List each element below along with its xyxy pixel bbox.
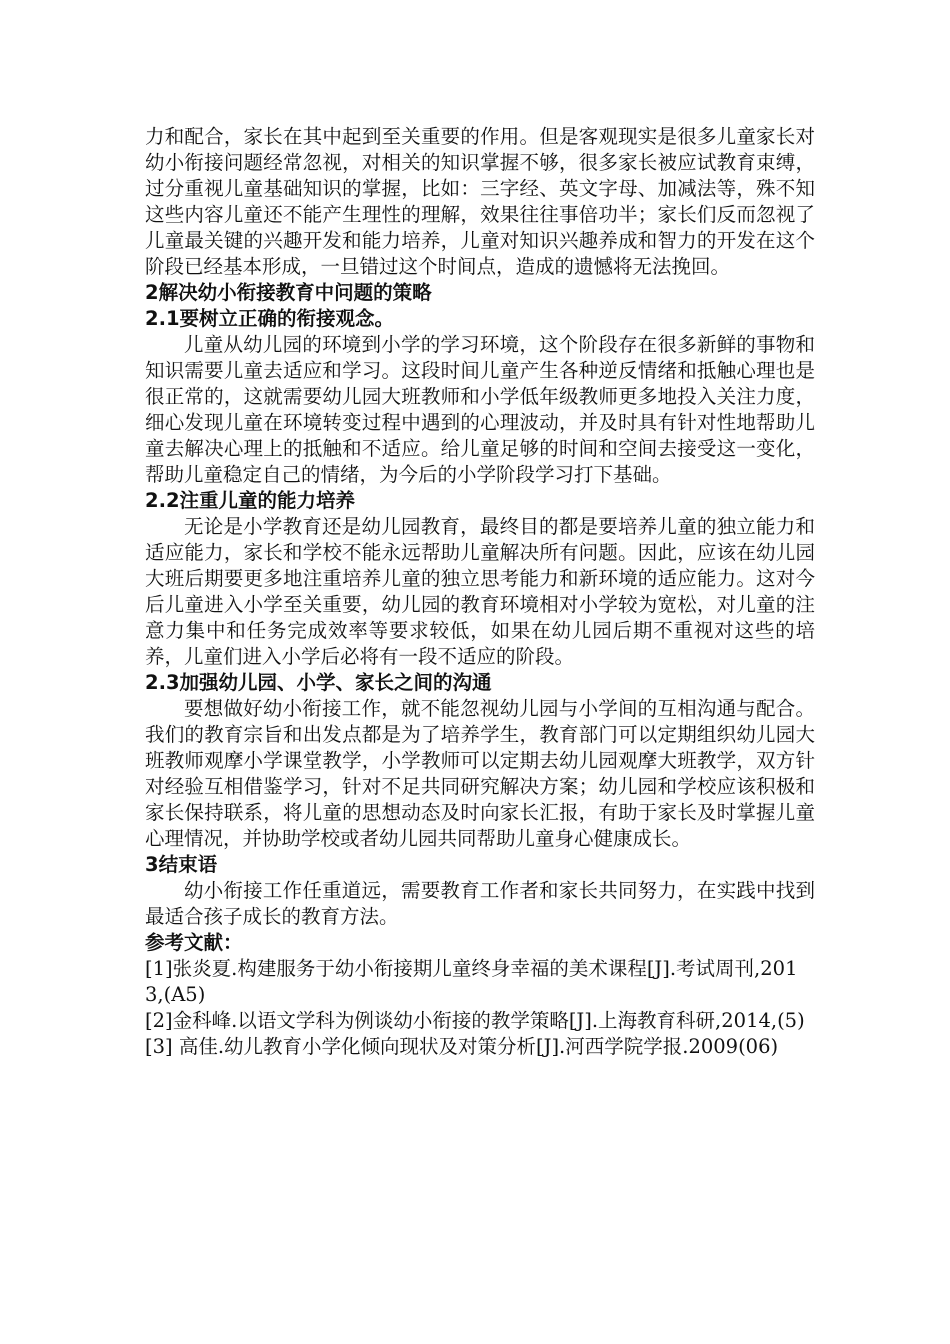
- section-2-1-body: 儿童从幼儿园的环境到小学的学习环境，这个阶段存在很多新鲜的事物和知识需要儿童去适应和学习。这段时间儿童产生各种逆反情绪和抵触心理也是很正常的，这就需要幼儿园大班教师和小学低年级教师更多地投入关注力度，细心发现儿童在环境转变过程中遇到的心理波动，并及时具有针对性地帮助儿童去解决心理上的抵触和不适应。给儿童足够的时间和空间去接受这一变化，帮助儿童稳定自己的情绪，为今后的小学阶段学习打下基础。: [145, 333, 815, 486]
- section-3-body: 幼小衔接工作任重道远，需要教育工作者和家长共同努力，在实践中找到最适合孩子成长的教育方法。: [145, 879, 815, 928]
- section-2-1-heading: 2.1要树立正确的衔接观念。: [145, 307, 395, 330]
- section-2-2-body: 无论是小学教育还是幼儿园教育，最终目的都是要培养儿童的独立能力和适应能力，家长和学校不能永远帮助儿童解决所有问题。因此，应该在幼儿园大班后期要更多地注重培养儿童的独立思考能力和新环境的适应能力。这对今后儿童进入小学至关重要，幼儿园的教育环境相对小学较为宽松，对儿童的注意力集中和任务完成效率等要求较低，如果在幼儿园后期不重视对这些的培养，儿童们进入小学后必将有一段不适应的阶段。: [145, 515, 815, 668]
- section-2-2-heading: 2.2注重儿童的能力培养: [145, 489, 356, 512]
- reference-item-3: [3] 高佳.幼儿教育小学化倾向现状及对策分析[J].河西学院学报.2009(06): [145, 1035, 779, 1058]
- document-page: [145, 124, 815, 1060]
- reference-item-2: [2]金科峰.以语文学科为例谈幼小衔接的教学策略[J].上海教育科研,2014,(5): [145, 1009, 805, 1032]
- section-2-3-body: 要想做好幼小衔接工作，就不能忽视幼儿园与小学间的互相沟通与配合。我们的教育宗旨和出发点都是为了培养学生，教育部门可以定期组织幼儿园大班教师观摩小学课堂教学，小学教师可以定期去幼儿园观摩大班教学，双方针对经验互相借鉴学习，针对不足共同研究解决方案；幼儿园和学校应该积极和家长保持联系，将儿童的思想动态及时向家长汇报，有助于家长及时掌握儿童心理情况，并协助学校或者幼儿园共同帮助儿童身心健康成长。: [145, 697, 815, 850]
- references-heading: 参考文献：: [145, 931, 243, 954]
- section-2-heading: 2解决幼小衔接教育中问题的策略: [145, 281, 432, 304]
- intro-paragraph: 力和配合，家长在其中起到至关重要的作用。但是客观现实是很多儿童家长对幼小衔接问题经常忽视，对相关的知识掌握不够，很多家长被应试教育束缚，过分重视儿童基础知识的掌握，比如：三字经、英文字母、加减法等，殊不知这些内容儿童还不能产生理性的理解，效果往往事倍功半；家长们反而忽视了儿童最关键的兴趣开发和能力培养，儿童对知识兴趣养成和智力的开发在这个阶段已经基本形成，一旦错过这个时间点，造成的遗憾将无法挽回。: [145, 125, 815, 278]
- section-2-3-heading: 2.3加强幼儿园、小学、家长之间的沟通: [145, 671, 492, 694]
- reference-item-1: [1]张炎夏.构建服务于幼小衔接期儿童终身幸福的美术课程[J].考试周刊,2013,(A5): [145, 957, 798, 1006]
- section-3-heading: 3结束语: [145, 853, 218, 876]
